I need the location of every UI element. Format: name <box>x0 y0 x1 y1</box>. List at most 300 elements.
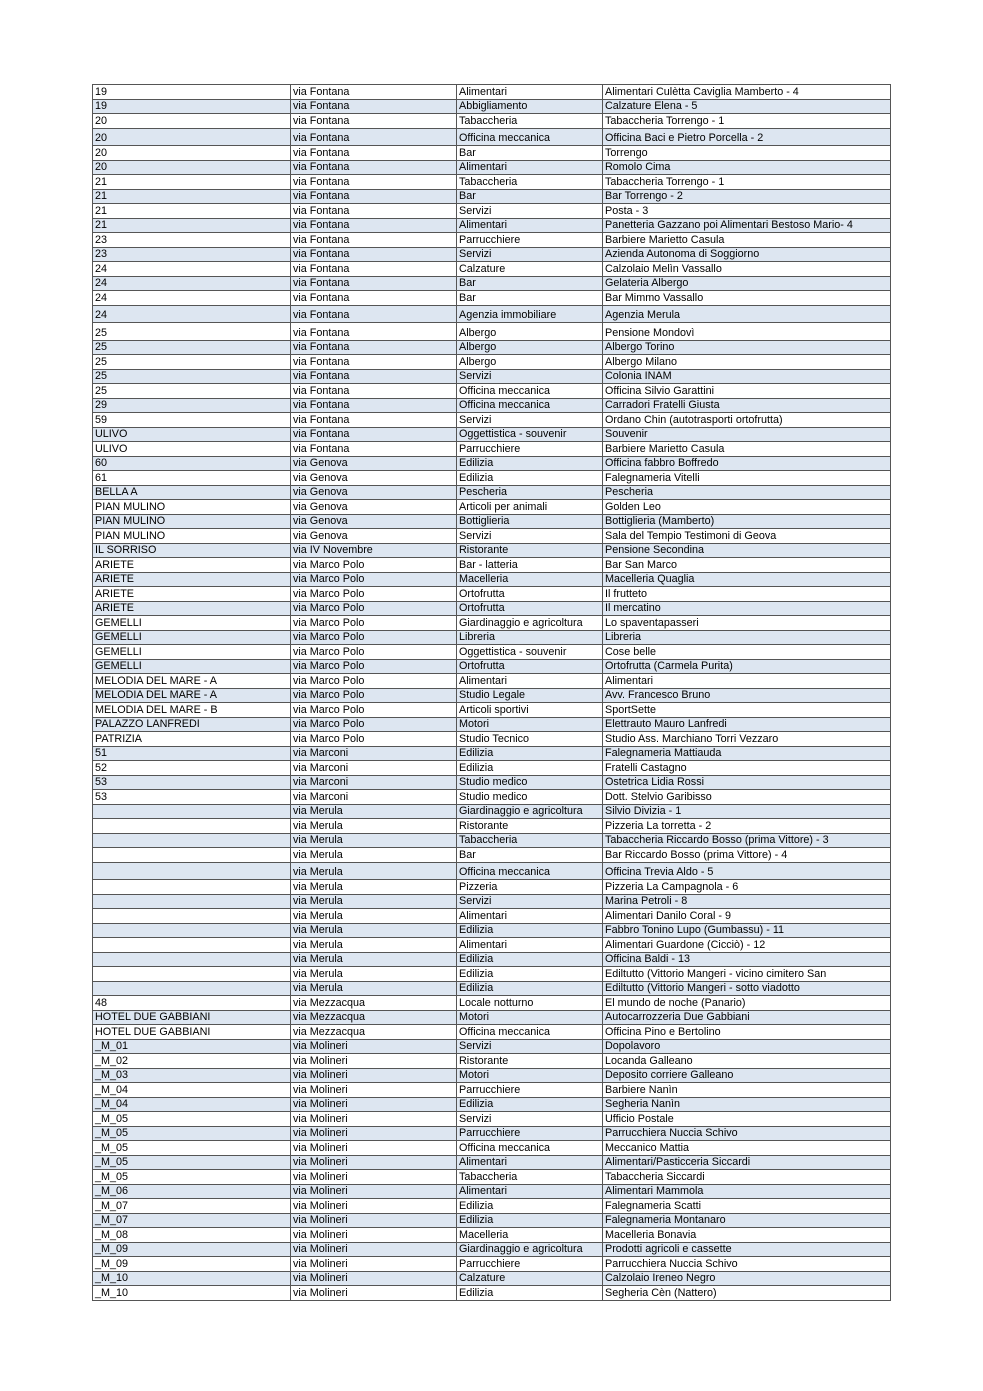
street-cell: via Molineri <box>291 1083 457 1098</box>
street-cell: via Fontana <box>291 160 457 175</box>
building-cell: ARIETE <box>93 587 291 602</box>
category-cell: Albergo <box>457 355 603 370</box>
category-cell: Servizi <box>457 894 603 909</box>
table-row <box>93 981 891 996</box>
business-name-cell: Libreria <box>603 630 891 645</box>
business-name-cell: Panetteria Gazzano poi Alimentari Bestoso Mario- 4 <box>603 218 891 233</box>
building-cell: 21 <box>93 218 291 233</box>
business-name-cell: Ordano Chin (autotrasporti ortofrutta) <box>603 413 891 428</box>
building-cell: GEMELLI <box>93 630 291 645</box>
table-row <box>93 1257 891 1272</box>
table-row <box>93 862 891 880</box>
building-cell <box>93 894 291 909</box>
building-cell: 24 <box>93 262 291 277</box>
business-name-cell: Deposito corriere Galleano <box>603 1068 891 1083</box>
building-cell: _M_05 <box>93 1155 291 1170</box>
business-name-cell: Segheria Nanìn <box>603 1097 891 1112</box>
category-cell: Oggettistica - souvenir <box>457 427 603 442</box>
street-cell: via Molineri <box>291 1213 457 1228</box>
building-cell: IL SORRISO <box>93 543 291 558</box>
street-cell: via Merula <box>291 909 457 924</box>
street-cell: via Molineri <box>291 1141 457 1156</box>
building-cell: _M_02 <box>93 1054 291 1069</box>
table-row <box>93 688 891 703</box>
street-cell: via Molineri <box>291 1286 457 1301</box>
building-cell: GEMELLI <box>93 616 291 631</box>
street-cell: via Merula <box>291 938 457 953</box>
category-cell: Edilizia <box>457 1286 603 1301</box>
business-name-cell: Elettrauto Mauro Lanfredi <box>603 717 891 732</box>
street-cell: via Genova <box>291 529 457 544</box>
business-name-cell: Ediltutto (Vittorio Mangeri - vicino cimitero San <box>603 967 891 982</box>
table-row <box>93 819 891 834</box>
category-cell: Edilizia <box>457 761 603 776</box>
category-cell: Ristorante <box>457 543 603 558</box>
table-row <box>93 1286 891 1301</box>
street-cell: via Genova <box>291 500 457 515</box>
building-cell: 52 <box>93 761 291 776</box>
building-cell: MELODIA DEL MARE - B <box>93 703 291 718</box>
business-name-cell: Barbiere Nanìn <box>603 1083 891 1098</box>
category-cell: Alimentari <box>457 909 603 924</box>
table-row <box>93 485 891 500</box>
street-cell: via Molineri <box>291 1126 457 1141</box>
street-cell: via Molineri <box>291 1170 457 1185</box>
table-row <box>93 1068 891 1083</box>
business-name-cell: Segheria Cèn (Nattero) <box>603 1286 891 1301</box>
table-row <box>93 1155 891 1170</box>
street-cell: via Marco Polo <box>291 630 457 645</box>
category-cell: Alimentari <box>457 674 603 689</box>
building-cell: PIAN MULINO <box>93 514 291 529</box>
street-cell: via Merula <box>291 880 457 895</box>
business-name-cell: Colonia INAM <box>603 369 891 384</box>
business-name-cell: Officina Baldi - 13 <box>603 952 891 967</box>
building-cell <box>93 909 291 924</box>
street-cell: via Fontana <box>291 85 457 100</box>
building-cell: ULIVO <box>93 442 291 457</box>
building-cell: MELODIA DEL MARE - A <box>93 674 291 689</box>
table-row <box>93 398 891 413</box>
business-name-cell: El mundo de noche (Panario) <box>603 996 891 1011</box>
street-cell: via Fontana <box>291 128 457 146</box>
category-cell: Tabaccheria <box>457 175 603 190</box>
category-cell: Alimentari <box>457 938 603 953</box>
building-cell: 20 <box>93 146 291 161</box>
street-cell: via Merula <box>291 923 457 938</box>
table-row <box>93 1097 891 1112</box>
street-cell: via IV Novembre <box>291 543 457 558</box>
business-name-cell: Tabaccheria Torrengo - 1 <box>603 175 891 190</box>
building-cell: PALAZZO LANFREDI <box>93 717 291 732</box>
building-cell: _M_07 <box>93 1213 291 1228</box>
table-row <box>93 775 891 790</box>
building-cell: 23 <box>93 233 291 248</box>
street-cell: via Merula <box>291 848 457 863</box>
table-row <box>93 1010 891 1025</box>
business-name-cell: Officina Pino e Bertolino <box>603 1025 891 1040</box>
business-name-cell: Bar Torrengo - 2 <box>603 189 891 204</box>
business-name-cell: Agenzia Merula <box>603 305 891 323</box>
category-cell: Ristorante <box>457 1054 603 1069</box>
category-cell: Motori <box>457 1010 603 1025</box>
street-cell: via Fontana <box>291 340 457 355</box>
business-name-cell: Bar Riccardo Bosso (prima Vittore) - 4 <box>603 848 891 863</box>
category-cell: Parrucchiere <box>457 442 603 457</box>
building-cell: 25 <box>93 384 291 399</box>
building-cell: ARIETE <box>93 572 291 587</box>
table-row <box>93 529 891 544</box>
table-row <box>93 413 891 428</box>
business-name-cell: Parrucchiera Nuccia Schivo <box>603 1126 891 1141</box>
building-cell: 25 <box>93 355 291 370</box>
business-name-cell: Romolo Cima <box>603 160 891 175</box>
building-cell <box>93 981 291 996</box>
street-cell: via Marco Polo <box>291 703 457 718</box>
table-row <box>93 601 891 616</box>
category-cell: Edilizia <box>457 967 603 982</box>
table-row <box>93 746 891 761</box>
building-cell: _M_07 <box>93 1199 291 1214</box>
table-row <box>93 99 891 114</box>
street-cell: via Marconi <box>291 761 457 776</box>
table-row <box>93 160 891 175</box>
building-cell <box>93 848 291 863</box>
street-cell: via Fontana <box>291 442 457 457</box>
street-cell: via Marco Polo <box>291 732 457 747</box>
street-cell: via Merula <box>291 952 457 967</box>
business-name-cell: Azienda Autonoma di Soggiorno <box>603 247 891 262</box>
street-cell: via Fontana <box>291 262 457 277</box>
table-row <box>93 442 891 457</box>
building-cell: 25 <box>93 340 291 355</box>
business-name-cell: Falegnameria Mattiauda <box>603 746 891 761</box>
building-cell: ULIVO <box>93 427 291 442</box>
building-cell: _M_10 <box>93 1271 291 1286</box>
category-cell: Parrucchiere <box>457 1083 603 1098</box>
street-cell: via Fontana <box>291 247 457 262</box>
category-cell: Officina meccanica <box>457 1141 603 1156</box>
street-cell: via Fontana <box>291 427 457 442</box>
table-row <box>93 1083 891 1098</box>
category-cell: Giardinaggio e agricoltura <box>457 1242 603 1257</box>
table-row <box>93 218 891 233</box>
table-row <box>93 1039 891 1054</box>
business-name-cell: Barbiere Marietto Casula <box>603 442 891 457</box>
building-cell <box>93 952 291 967</box>
table-row <box>93 369 891 384</box>
business-name-cell: Fabbro Tonino Lupo (Gumbassu) - 11 <box>603 923 891 938</box>
category-cell: Officina meccanica <box>457 384 603 399</box>
business-directory-table <box>92 84 891 1301</box>
business-name-cell: Dott. Stelvio Garibisso <box>603 790 891 805</box>
category-cell: Edilizia <box>457 456 603 471</box>
category-cell: Servizi <box>457 369 603 384</box>
table-row <box>93 456 891 471</box>
table-row <box>93 1213 891 1228</box>
category-cell: Libreria <box>457 630 603 645</box>
business-name-cell: Silvio Divizia - 1 <box>603 804 891 819</box>
table-row <box>93 703 891 718</box>
category-cell: Albergo <box>457 323 603 341</box>
category-cell: Bar - latteria <box>457 558 603 573</box>
street-cell: via Fontana <box>291 291 457 306</box>
business-name-cell: Il frutteto <box>603 587 891 602</box>
table-row <box>93 790 891 805</box>
table-row <box>93 384 891 399</box>
category-cell: Officina meccanica <box>457 862 603 880</box>
business-name-cell: Albergo Torino <box>603 340 891 355</box>
table-row <box>93 833 891 848</box>
category-cell: Servizi <box>457 247 603 262</box>
category-cell: Servizi <box>457 529 603 544</box>
business-name-cell: Bar Mimmo Vassallo <box>603 291 891 306</box>
category-cell: Bar <box>457 189 603 204</box>
business-name-cell: Golden Leo <box>603 500 891 515</box>
building-cell: 24 <box>93 305 291 323</box>
street-cell: via Marco Polo <box>291 616 457 631</box>
table-row <box>93 146 891 161</box>
table-row <box>93 996 891 1011</box>
building-cell: ARIETE <box>93 558 291 573</box>
street-cell: via Molineri <box>291 1271 457 1286</box>
table-row <box>93 291 891 306</box>
business-name-cell: Barbiere Marietto Casula <box>603 233 891 248</box>
category-cell: Bar <box>457 146 603 161</box>
building-cell: _M_04 <box>93 1097 291 1112</box>
category-cell: Bottiglieria <box>457 514 603 529</box>
business-name-cell: Falegnameria Vitelli <box>603 471 891 486</box>
table-row <box>93 189 891 204</box>
street-cell: via Fontana <box>291 204 457 219</box>
table-row <box>93 276 891 291</box>
table-row <box>93 1126 891 1141</box>
category-cell: Servizi <box>457 204 603 219</box>
category-cell: Ortofrutta <box>457 587 603 602</box>
table-row <box>93 323 891 341</box>
category-cell: Giardinaggio e agricoltura <box>457 616 603 631</box>
street-cell: via Merula <box>291 862 457 880</box>
building-cell: 21 <box>93 175 291 190</box>
street-cell: via Merula <box>291 819 457 834</box>
street-cell: via Mezzacqua <box>291 1025 457 1040</box>
business-name-cell: Falegnameria Scatti <box>603 1199 891 1214</box>
building-cell: 21 <box>93 204 291 219</box>
street-cell: via Marco Polo <box>291 659 457 674</box>
category-cell: Giardinaggio e agricoltura <box>457 804 603 819</box>
building-cell: ARIETE <box>93 601 291 616</box>
building-cell: _M_01 <box>93 1039 291 1054</box>
street-cell: via Marco Polo <box>291 674 457 689</box>
business-name-cell: Ortofrutta (Carmela Purita) <box>603 659 891 674</box>
category-cell: Edilizia <box>457 1199 603 1214</box>
street-cell: via Marco Polo <box>291 587 457 602</box>
street-cell: via Fontana <box>291 369 457 384</box>
category-cell: Parrucchiere <box>457 233 603 248</box>
category-cell: Agenzia immobiliare <box>457 305 603 323</box>
business-name-cell: Pizzeria La Campagnola - 6 <box>603 880 891 895</box>
category-cell: Tabaccheria <box>457 833 603 848</box>
table-body <box>93 85 891 1301</box>
building-cell: 29 <box>93 398 291 413</box>
building-cell <box>93 923 291 938</box>
business-name-cell: Carradori Fratelli Giusta <box>603 398 891 413</box>
street-cell: via Marco Polo <box>291 558 457 573</box>
building-cell: 19 <box>93 99 291 114</box>
category-cell: Tabaccheria <box>457 1170 603 1185</box>
street-cell: via Molineri <box>291 1097 457 1112</box>
building-cell <box>93 967 291 982</box>
category-cell: Edilizia <box>457 923 603 938</box>
category-cell: Parrucchiere <box>457 1126 603 1141</box>
street-cell: via Fontana <box>291 175 457 190</box>
table-row <box>93 500 891 515</box>
business-name-cell: Macelleria Quaglia <box>603 572 891 587</box>
category-cell: Macelleria <box>457 572 603 587</box>
table-row <box>93 558 891 573</box>
business-name-cell: Ufficio Postale <box>603 1112 891 1127</box>
table-row <box>93 894 891 909</box>
building-cell: _M_09 <box>93 1257 291 1272</box>
building-cell: GEMELLI <box>93 645 291 660</box>
category-cell: Studio medico <box>457 790 603 805</box>
street-cell: via Genova <box>291 514 457 529</box>
business-name-cell: Macelleria Bonavia <box>603 1228 891 1243</box>
business-name-cell: Alimentari Mammola <box>603 1184 891 1199</box>
category-cell: Locale notturno <box>457 996 603 1011</box>
street-cell: via Marco Polo <box>291 645 457 660</box>
table-row <box>93 630 891 645</box>
table-row <box>93 923 891 938</box>
business-name-cell: Ediltutto (Vittorio Mangeri - sotto viadotto <box>603 981 891 996</box>
category-cell: Servizi <box>457 413 603 428</box>
category-cell: Calzature <box>457 1271 603 1286</box>
business-name-cell: Alimentari Danilo Coral - 9 <box>603 909 891 924</box>
business-name-cell: Pensione Mondovì <box>603 323 891 341</box>
table-row <box>93 1271 891 1286</box>
business-name-cell: Lo spaventapasseri <box>603 616 891 631</box>
category-cell: Edilizia <box>457 1213 603 1228</box>
category-cell: Alimentari <box>457 1155 603 1170</box>
building-cell: MELODIA DEL MARE - A <box>93 688 291 703</box>
category-cell: Macelleria <box>457 1228 603 1243</box>
building-cell: _M_09 <box>93 1242 291 1257</box>
table-row <box>93 514 891 529</box>
business-name-cell: Bar San Marco <box>603 558 891 573</box>
street-cell: via Merula <box>291 804 457 819</box>
building-cell: _M_06 <box>93 1184 291 1199</box>
building-cell: _M_05 <box>93 1170 291 1185</box>
building-cell: 20 <box>93 160 291 175</box>
business-name-cell: Souvenir <box>603 427 891 442</box>
table-row <box>93 1141 891 1156</box>
street-cell: via Mezzacqua <box>291 1010 457 1025</box>
building-cell <box>93 938 291 953</box>
street-cell: via Marco Polo <box>291 688 457 703</box>
street-cell: via Marco Polo <box>291 601 457 616</box>
category-cell: Motori <box>457 1068 603 1083</box>
table-row <box>93 427 891 442</box>
business-name-cell: Il mercatino <box>603 601 891 616</box>
category-cell: Albergo <box>457 340 603 355</box>
building-cell: BELLA A <box>93 485 291 500</box>
table-row <box>93 587 891 602</box>
business-name-cell: Tabaccheria Torrengo - 1 <box>603 114 891 129</box>
building-cell: GEMELLI <box>93 659 291 674</box>
building-cell: PIAN MULINO <box>93 500 291 515</box>
category-cell: Bar <box>457 291 603 306</box>
business-name-cell: Avv. Francesco Bruno <box>603 688 891 703</box>
building-cell: 60 <box>93 456 291 471</box>
building-cell: 25 <box>93 369 291 384</box>
street-cell: via Fontana <box>291 355 457 370</box>
building-cell: _M_08 <box>93 1228 291 1243</box>
category-cell: Officina meccanica <box>457 1025 603 1040</box>
building-cell: 25 <box>93 323 291 341</box>
street-cell: via Marconi <box>291 775 457 790</box>
table-row <box>93 848 891 863</box>
table-row <box>93 952 891 967</box>
street-cell: via Marconi <box>291 790 457 805</box>
street-cell: via Fontana <box>291 384 457 399</box>
table-row <box>93 204 891 219</box>
table-row <box>93 572 891 587</box>
table-row <box>93 114 891 129</box>
category-cell: Studio Tecnico <box>457 732 603 747</box>
street-cell: via Molineri <box>291 1155 457 1170</box>
street-cell: via Fontana <box>291 233 457 248</box>
table-row <box>93 175 891 190</box>
table-row <box>93 938 891 953</box>
building-cell <box>93 804 291 819</box>
category-cell: Alimentari <box>457 1184 603 1199</box>
street-cell: via Molineri <box>291 1068 457 1083</box>
table-row <box>93 616 891 631</box>
business-name-cell: Torrengo <box>603 146 891 161</box>
category-cell: Ristorante <box>457 819 603 834</box>
table-row <box>93 1054 891 1069</box>
table-row <box>93 674 891 689</box>
business-name-cell: Falegnameria Montanaro <box>603 1213 891 1228</box>
category-cell: Pescheria <box>457 485 603 500</box>
street-cell: via Genova <box>291 485 457 500</box>
building-cell <box>93 819 291 834</box>
building-cell: 24 <box>93 291 291 306</box>
street-cell: via Molineri <box>291 1242 457 1257</box>
business-name-cell: Calzature Elena - 5 <box>603 99 891 114</box>
street-cell: via Marconi <box>291 746 457 761</box>
building-cell: 59 <box>93 413 291 428</box>
street-cell: via Genova <box>291 456 457 471</box>
table-row <box>93 1025 891 1040</box>
table-row <box>93 543 891 558</box>
business-name-cell: Sala del Tempio Testimoni di Geova <box>603 529 891 544</box>
table-row <box>93 1170 891 1185</box>
category-cell: Ortofrutta <box>457 659 603 674</box>
category-cell: Ortofrutta <box>457 601 603 616</box>
table-row <box>93 471 891 486</box>
category-cell: Officina meccanica <box>457 128 603 146</box>
business-name-cell: SportSette <box>603 703 891 718</box>
building-cell: _M_03 <box>93 1068 291 1083</box>
business-name-cell: Alimentari Guardone (Cicciò) - 12 <box>603 938 891 953</box>
building-cell: 21 <box>93 189 291 204</box>
category-cell: Officina meccanica <box>457 398 603 413</box>
street-cell: via Molineri <box>291 1054 457 1069</box>
business-name-cell: Dopolavoro <box>603 1039 891 1054</box>
business-name-cell: Ostetrica Lidia Rossi <box>603 775 891 790</box>
street-cell: via Fontana <box>291 146 457 161</box>
